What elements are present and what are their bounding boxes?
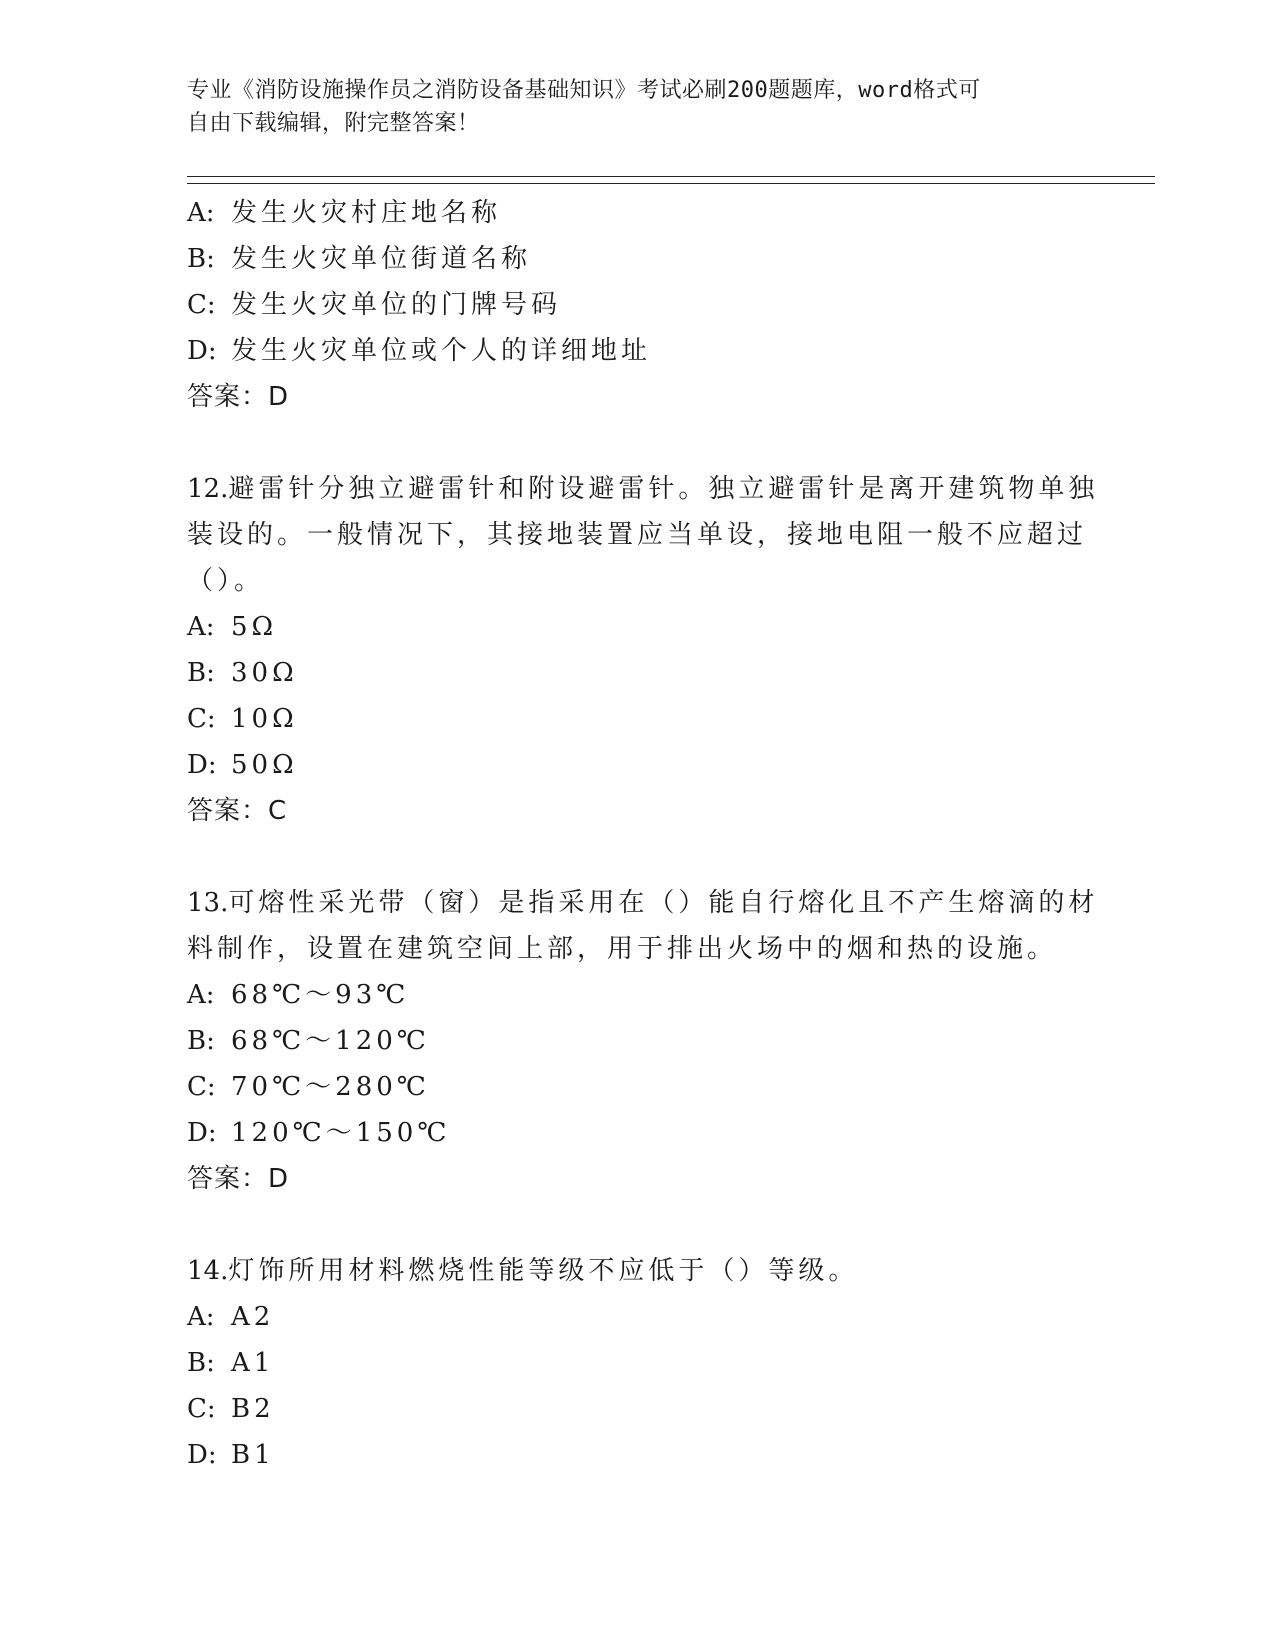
document-header [187, 74, 1077, 140]
option-a: A: 发生火灾村庄地名称 [187, 198, 502, 228]
question-13 [187, 880, 1099, 1202]
option-a: A: A2 [187, 1302, 275, 1332]
question-number: 13. [187, 888, 229, 918]
question-stem: 13.可熔性采光带（窗）是指采用在（）能自行熔化且不产生熔滴的材 料制作，设置在建筑空间上部，用于排出火场中的烟和热的设施。 [187, 888, 1099, 964]
option-b: B: A1 [187, 1348, 275, 1378]
question-stem: 14.灯饰所用材料燃烧性能等级不应低于（）等级。 [187, 1256, 859, 1286]
answer: 答案：D [187, 1164, 290, 1194]
option-b: B: 30Ω [187, 658, 298, 688]
option-d: D: 发生火灾单位或个人的详细地址 [187, 336, 652, 366]
answer: 答案：C [187, 796, 288, 826]
option-c: C: 10Ω [187, 704, 298, 734]
question-number: 14. [187, 1256, 229, 1286]
question-14 [187, 1248, 1087, 1478]
header-line-1: 专业《消防设施操作员之消防设备基础知识》考试必刷200题题库，word格式可 [187, 78, 981, 103]
option-c: C: 70℃～280℃ [187, 1072, 430, 1102]
question-number: 12. [187, 474, 229, 504]
question-11 [187, 190, 1087, 420]
question-stem: 12.避雷针分独立避雷针和附设避雷针。独立避雷针是离开建筑物单独 装设的。一般情况下，其接地装置应当单设，接地电阻一般不应超过 （）。 [187, 474, 1099, 596]
question-list [187, 190, 1099, 1478]
option-c: C: 发生火灾单位的门牌号码 [187, 290, 562, 320]
header-rule-top [187, 176, 1155, 177]
option-a: A: 68℃～93℃ [187, 980, 410, 1010]
option-d: D: B1 [187, 1440, 275, 1470]
option-c: C: B2 [187, 1394, 275, 1424]
option-b: B: 发生火灾单位街道名称 [187, 244, 532, 274]
header-rule-bottom [187, 183, 1155, 184]
option-a: A: 5Ω [187, 612, 278, 642]
option-b: B: 68℃～120℃ [187, 1026, 430, 1056]
question-12 [187, 466, 1099, 834]
option-d: D: 50Ω [187, 750, 298, 780]
option-d: D: 120℃～150℃ [187, 1118, 451, 1148]
header-line-2: 自由下载编辑，附完整答案！ [187, 111, 480, 136]
answer: 答案：D [187, 382, 290, 412]
